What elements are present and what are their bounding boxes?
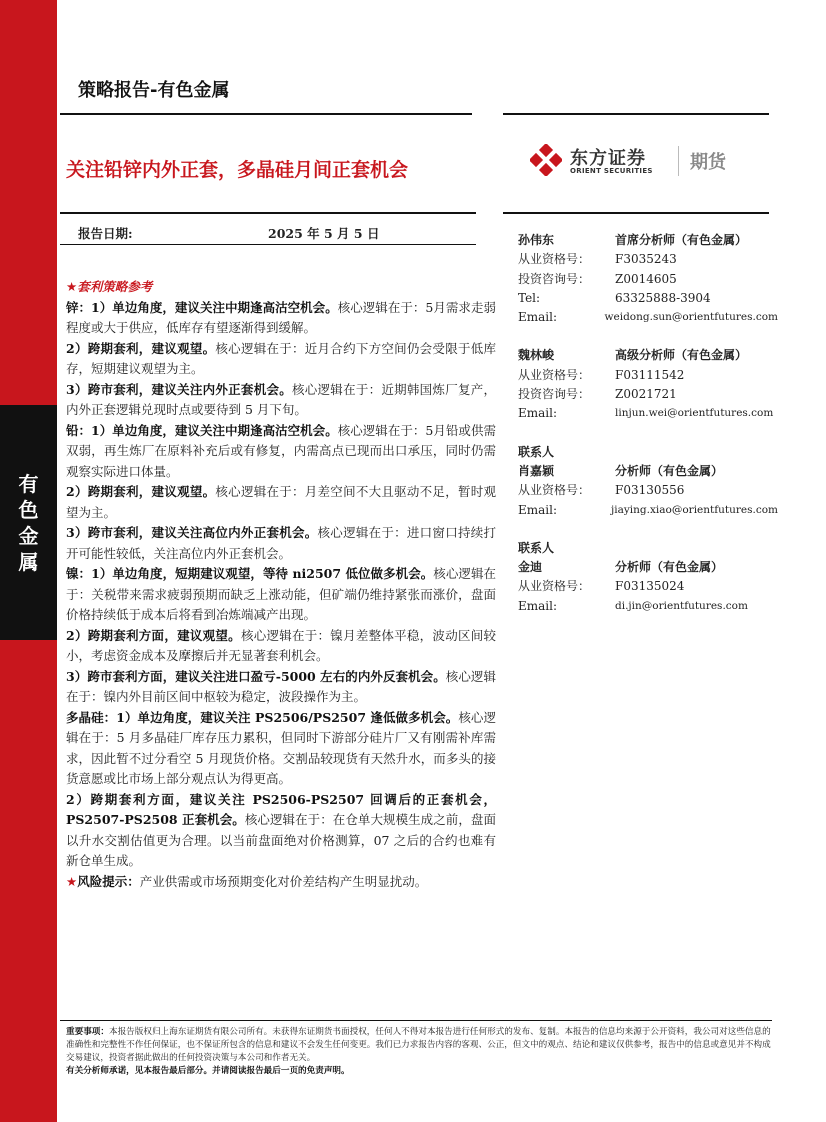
star-icon: ★ xyxy=(66,279,78,294)
analyst-row xyxy=(518,539,778,558)
strategy-paragraph: 铅：1）单边角度，建议关注中期逢高沽空机会。核心逻辑在于：5月铅或供需双弱，再生炼厂在原料补充后或有修复，内需高点已现而出口承压，同时仍需观察实际进口体量。 xyxy=(66,422,496,479)
analyst-field-label: Email: xyxy=(518,598,558,613)
analyst-field-label: 肖嘉颖 xyxy=(518,463,555,478)
analyst-email[interactable]: weidong.sun@orientfutures.com xyxy=(604,311,778,324)
analyst-field-label: Email: xyxy=(518,406,558,421)
disclaimer xyxy=(66,1026,774,1078)
analyst-row xyxy=(518,270,778,289)
analyst-field-value xyxy=(615,443,778,462)
analyst-row xyxy=(518,346,778,365)
analyst-promise: 有关分析师承诺，见本报告最后部分。并请阅读报告最后一页的免责声明。 xyxy=(66,1066,350,1076)
analyst-row xyxy=(518,443,778,462)
analyst-field-label: 孙伟东 xyxy=(518,233,555,247)
analyst-row xyxy=(518,462,778,481)
report-date-value: 2025 年 5 月 5 日 xyxy=(268,226,380,241)
strategy-paragraph: 2）跨期套利，建议观望。核心逻辑在于：月差空间不大且驱动不足，暂时观望为主。 xyxy=(66,484,496,520)
analyst-gap xyxy=(518,424,778,443)
logo-suffix: 期货 xyxy=(690,152,726,173)
analyst-row xyxy=(518,289,778,308)
report-title: 关注铅锌内外正套，多晶硅月间正套机会 xyxy=(66,159,409,181)
analyst-panel xyxy=(518,231,778,616)
logo-separator xyxy=(678,146,679,176)
disclaimer-text: 重要事项：本报告版权归上海东证期货有限公司所有。未获得东证期货书面授权，任何人不得对本报告进行任何形式的发布、复制。本报告的信息均来源于公开资料，我公司对这些信息的准确性和完整性不作任何保证，也不保证所包含的信息和建议不会发生任何变更。我们已力求报告内容的客观、公正，但文中的观点、结论和建议仅供参考，报告中的信息或意见并不构成交易建议，投资者据此做出的任何投资决策与本公司和作者无关。 xyxy=(66,1027,771,1063)
side-tab-char: 有 xyxy=(18,471,39,496)
analyst-field-label: Email: xyxy=(518,502,558,517)
side-tab-char: 色 xyxy=(18,497,39,522)
analyst-field-value: F3035243 xyxy=(615,252,677,267)
analyst-field-label: 从业资格号： xyxy=(518,367,591,382)
analyst-row xyxy=(518,366,778,385)
strategy-paragraph: 2）跨期套利方面，建议观望。核心逻辑在于：镍月差整体平稳，波动区间较小，考虑资金成本及摩擦后并无显著套利机会。 xyxy=(66,627,496,663)
analyst-row xyxy=(518,558,778,577)
analyst-row xyxy=(518,231,778,250)
analyst-field-value xyxy=(615,539,778,558)
analyst-field-label: Tel: xyxy=(518,290,541,305)
analyst-field-value: 分析师（有色金属） xyxy=(615,560,724,575)
analyst-email[interactable]: linjun.wei@orientfutures.com xyxy=(615,407,774,420)
section-heading: ★套利策略参考 xyxy=(66,279,153,294)
company-logo xyxy=(530,142,740,182)
analyst-field-label: Email: xyxy=(518,310,558,325)
risk-warning: ★风险提示：产业供需或市场预期变化对价差结构产生明显扰动。 xyxy=(66,873,428,889)
analyst-field-label: 金迪 xyxy=(518,560,543,575)
analyst-field-value: 63325888-3904 xyxy=(615,290,711,305)
date-rule-top xyxy=(60,212,476,214)
analyst-row xyxy=(518,577,778,596)
analyst-field-value: Z0021721 xyxy=(615,387,677,402)
strategy-paragraph: 3）跨市套利方面，建议关注进口盈亏-5000 左右的内外反套机会。核心逻辑在于：镍内外目前区间中枢较为稳定，波段操作为主。 xyxy=(66,668,496,704)
analyst-field-label: 魏林峻 xyxy=(518,348,555,363)
strategy-paragraph: 3）跨市套利，建议关注高位内外正套机会。核心逻辑在于：进口窗口持续打开可能性较低，关注高位内外正套机会。 xyxy=(66,525,496,561)
analyst-field-value: 分析师（有色金属） xyxy=(615,463,724,478)
analyst-gap xyxy=(518,327,778,346)
strategy-body xyxy=(66,277,496,892)
header-rule-right xyxy=(503,113,769,115)
report-date-label: 报告日期: xyxy=(78,226,133,241)
analyst-row xyxy=(518,250,778,269)
star-icon: ★ xyxy=(66,873,78,889)
analyst-field-value: Z0014605 xyxy=(615,271,677,286)
analyst-field-label: 从业资格号： xyxy=(518,579,591,594)
analyst-field-label: 从业资格号： xyxy=(518,483,591,498)
date-rule-bottom xyxy=(60,244,476,245)
analyst-gap xyxy=(518,520,778,539)
logo-cn-name: 东方证券 xyxy=(570,148,646,169)
analyst-email[interactable]: jiaying.xiao@orientfutures.com xyxy=(611,503,778,516)
analyst-email[interactable]: di.jin@orientfutures.com xyxy=(615,599,748,612)
analyst-field-value: F03135024 xyxy=(615,579,685,594)
orient-emblem-icon xyxy=(530,144,562,176)
analyst-field-label: 联系人 xyxy=(518,540,555,555)
analyst-row xyxy=(518,481,778,500)
strategy-paragraph: 多晶硅：1）单边角度，建议关注 PS2506/PS2507 逢低做多机会。核心逻辑在于：5 月多晶硅厂库存压力累积，但同时下游部分硅片厂又有刚需补库需求，因此暂不过分看空 5 月现货价格。交割品较现货有天然升水，而多头的接货意愿或比市场上部分观点认为得更高。 xyxy=(66,709,496,786)
side-tab-char: 金 xyxy=(18,523,39,548)
analyst-row xyxy=(518,501,778,520)
strategy-paragraph: 镍：1）单边角度，短期建议观望，等待 ni2507 低位做多机会。核心逻辑在于：关税带来需求疲弱预期而缺乏上涨动能，但矿端仍维持紧张而涨价，盘面价格持续低于成本后将看到冶炼端减产出现。 xyxy=(66,566,496,622)
report-type: 策略报告-有色金属 xyxy=(78,80,230,101)
logo-en-name: ORIENT SECURITIES xyxy=(570,167,653,175)
analyst-row xyxy=(518,597,778,616)
analyst-rule xyxy=(503,212,769,214)
analyst-field-value: 高级分析师（有色金属） xyxy=(615,348,748,363)
analyst-row xyxy=(518,385,778,404)
side-tab-char: 属 xyxy=(18,549,39,574)
analyst-row xyxy=(518,308,778,327)
disclaimer-rule xyxy=(60,1020,772,1021)
strategy-paragraph: 3）跨市套利，建议关注内外正套机会。核心逻辑在于：近期韩国炼厂复产，内外正套逻辑兑现时点或要待到 5 月下旬。 xyxy=(66,381,496,417)
analyst-field-value: F03130556 xyxy=(615,483,685,498)
sector-side-tab xyxy=(0,405,57,640)
strategy-paragraph: 锌：1）单边角度，建议关注中期逢高沽空机会。核心逻辑在于：5月需求走弱程度或大于供应，低库存有望逐渐得到缓解。 xyxy=(66,299,496,335)
analyst-row xyxy=(518,404,778,423)
strategy-paragraph: 2）跨期套利方面，建议关注 PS2506-PS2507 回调后的正套机会，PS2507-PS2508 正套机会。核心逻辑在于：在仓单大规模生成之前，盘面以升水交割估值更为合理。以当前盘面绝对价格测算，07 之后的合约也难有新仓单生成。 xyxy=(66,791,496,868)
analyst-field-value: 首席分析师（有色金属） xyxy=(615,233,748,247)
analyst-field-value: F03111542 xyxy=(615,367,685,382)
header-rule xyxy=(60,113,472,115)
analyst-field-label: 从业资格号： xyxy=(518,252,591,267)
analyst-field-label: 联系人 xyxy=(518,444,555,459)
strategy-paragraph: 2）跨期套利，建议观望。核心逻辑在于：近月合约下方空间仍会受限于低库存，短期建议观望为主。 xyxy=(66,340,496,376)
analyst-field-label: 投资咨询号： xyxy=(518,271,591,286)
analyst-field-label: 投资咨询号： xyxy=(518,387,591,402)
